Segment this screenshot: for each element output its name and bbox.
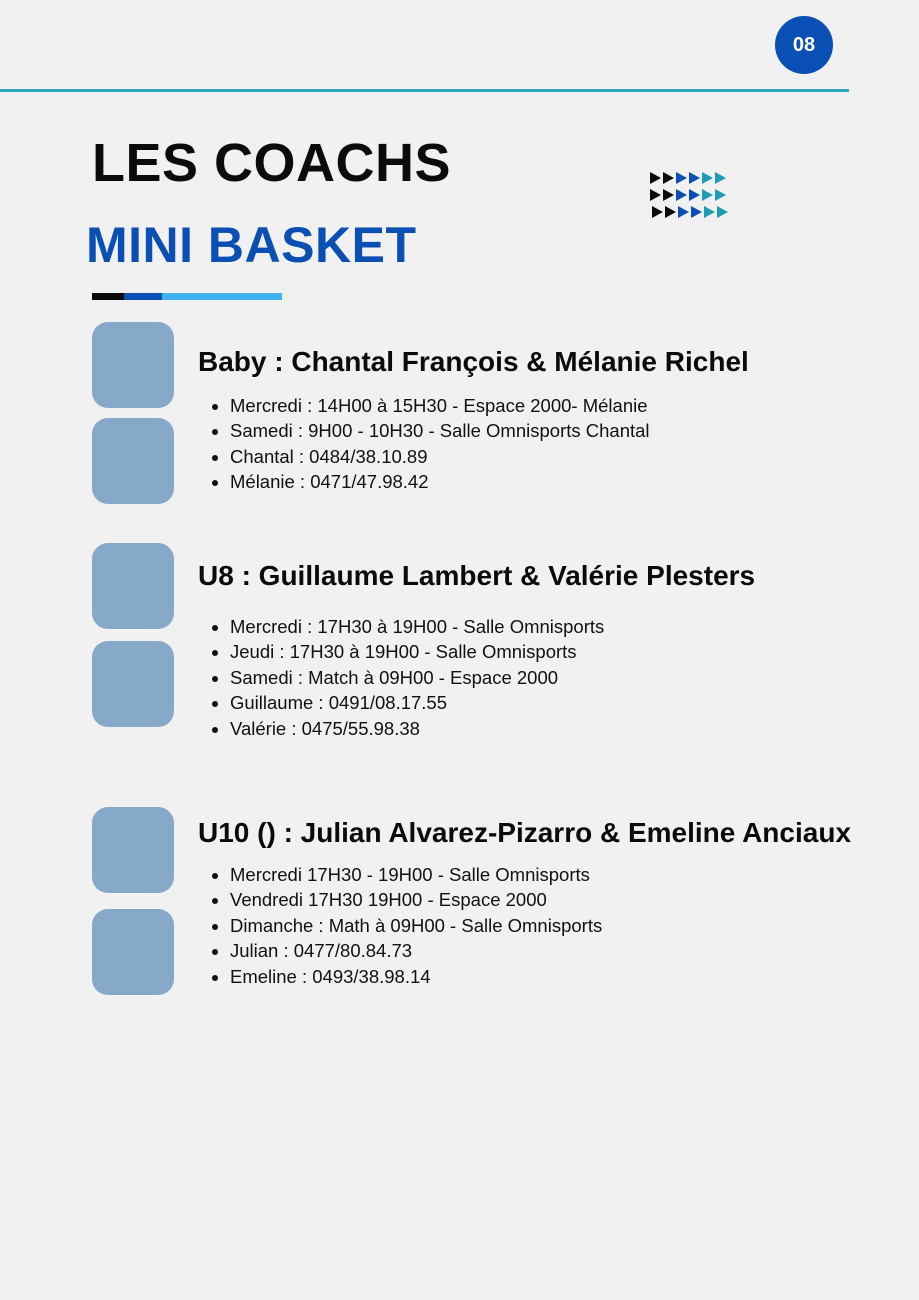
arrow-triangle (663, 172, 674, 184)
coach-section-u8 (198, 560, 755, 741)
list-item: • Mercredi : 14H00 à 15H30 - Espace 2000- Mélanie (230, 393, 749, 418)
list-item: • Dimanche : Math à 09H00 - Salle Omnisports (230, 913, 851, 938)
coach-section-baby (198, 346, 749, 495)
title-bar-lightblue-segment (162, 293, 282, 300)
arrow-triangle (704, 206, 715, 218)
arrow-triangle (715, 189, 726, 201)
page-number-badge (775, 16, 833, 74)
coach-photo-placeholder (92, 418, 174, 504)
arrow-triangle (676, 189, 687, 201)
coach-photo-placeholder (92, 322, 174, 408)
title-bar-blue-segment (124, 293, 162, 300)
page-title: LES COACHS (92, 133, 452, 193)
arrow-triangle (676, 172, 687, 184)
arrow-triangle (702, 172, 713, 184)
coach-photo-placeholder (92, 807, 174, 893)
title-underline-bar (92, 293, 282, 300)
list-item: • Mélanie : 0471/47.98.42 (230, 469, 749, 494)
arrow-triangle (715, 172, 726, 184)
list-item: • Vendredi 17H30 19H00 - Espace 2000 (230, 887, 851, 912)
schedule-list (198, 393, 749, 495)
list-item: • Emeline : 0493/38.98.14 (230, 964, 851, 989)
section-heading: U10 () : Julian Alvarez-Pizarro & Emeline Anciaux (198, 817, 852, 848)
section-heading: Baby : Chantal François & Mélanie Richel (198, 346, 749, 377)
coach-section-u10 (198, 817, 851, 989)
list-item: • Mercredi : 17H30 à 19H00 - Salle Omnisports (230, 614, 755, 639)
list-item: • Valérie : 0475/55.98.38 (230, 716, 755, 741)
list-item: • Jeudi : 17H30 à 19H00 - Salle Omnisports (230, 639, 755, 664)
arrow-triangle (717, 206, 728, 218)
arrow-triangle (650, 172, 661, 184)
arrow-triangle (650, 189, 661, 201)
arrow-triangle (691, 206, 702, 218)
coach-photo-placeholder (92, 641, 174, 727)
header-rule (0, 89, 849, 92)
arrow-triangle (702, 189, 713, 201)
schedule-list (198, 614, 755, 741)
arrow-triangle (665, 206, 676, 218)
triangle-arrows-icon (650, 170, 740, 222)
list-item: • Julian : 0477/80.84.73 (230, 938, 851, 963)
page-number: 08 (792, 33, 816, 56)
coach-photo-placeholder (92, 909, 174, 995)
section-heading: U8 : Guillaume Lambert & Valérie Plesters (198, 560, 756, 591)
list-item: • Samedi : 9H00 - 10H30 - Salle Omnisports Chantal (230, 418, 749, 443)
arrow-triangle (689, 172, 700, 184)
coach-photo-placeholder (92, 543, 174, 629)
title-bar-black-segment (92, 293, 124, 300)
arrow-triangle (663, 189, 674, 201)
arrow-triangle (689, 189, 700, 201)
page-subtitle: MINI BASKET (86, 217, 417, 273)
list-item: • Chantal : 0484/38.10.89 (230, 444, 749, 469)
arrow-triangle (652, 206, 663, 218)
arrow-triangle (678, 206, 689, 218)
list-item: • Mercredi 17H30 - 19H00 - Salle Omnisports (230, 862, 851, 887)
list-item: • Guillaume : 0491/08.17.55 (230, 690, 755, 715)
list-item: • Samedi : Match à 09H00 - Espace 2000 (230, 665, 755, 690)
schedule-list (198, 862, 851, 989)
